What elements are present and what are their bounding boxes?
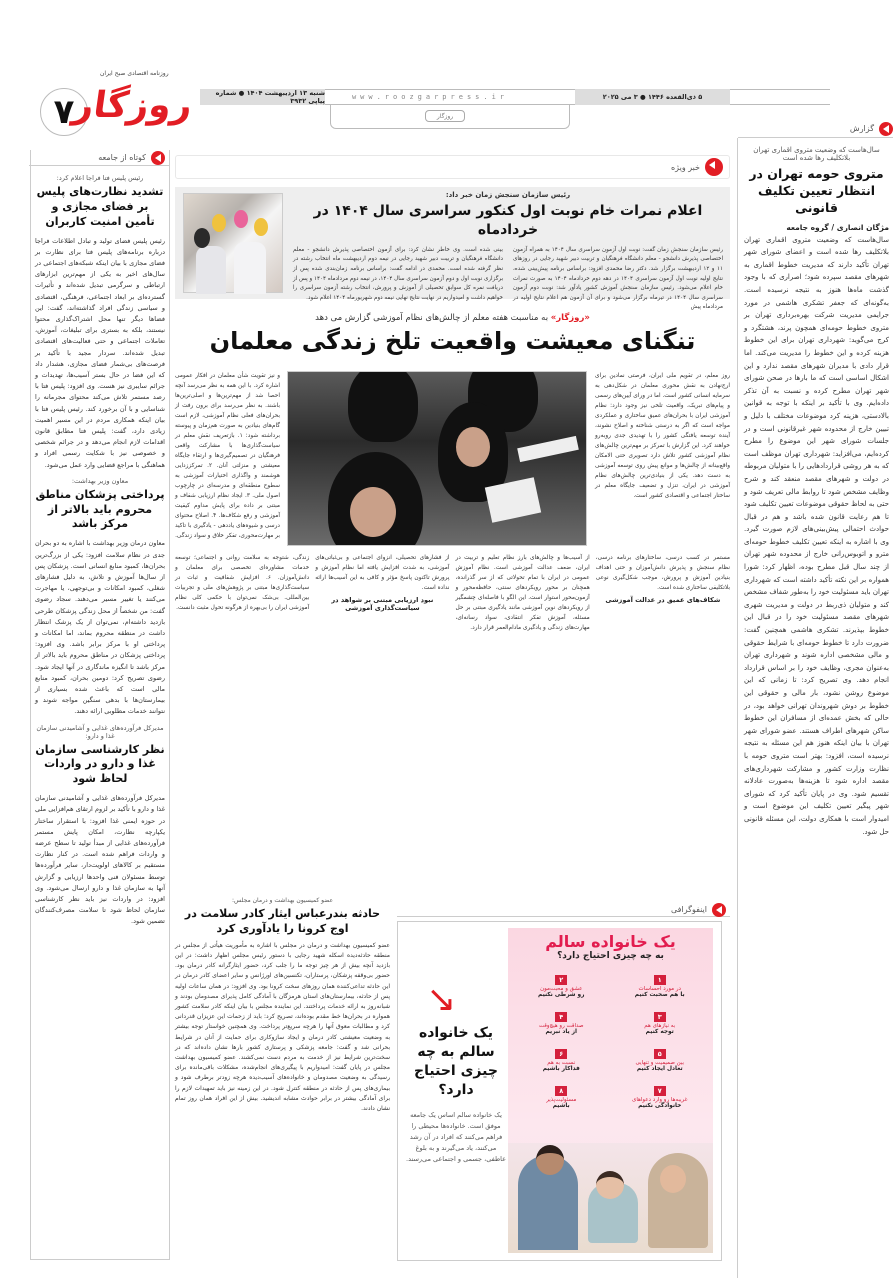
special-body-right: رئیس سازمان سنجش زمان گفت: نوبت اول آزمون سراسری سال ۱۴۰۴ به همراه آزمون اختصاصی پذیرش دانشجو - معلم دانشگاه فرهنگیان و تربیت دبیر شهید رجایی در روزهای ۱۱ و ۱۲ اردیبهشت برگزار شد. دکتر رضا محمدی افزود: براساس برنامه پیش‌بینی شده، نتایج اولیه نوبت اول آزمون سراسری ۱۴۰۴ در دهه دوم خردادماه ۱۴۰۴ به صورت نمرات خام اعلام می‌شود. رئیس سازمان سنجش آموزش کشور یادآور شد: نوبت دوم آزمون سراسری سال ۱۴۰۴ در تیرماه برگزار می‌شود و برای آن آزمون هم اعلام نتایج اولیه در مردادماه پیش	[513, 246, 723, 311]
special-body-left: بینی شده است. وی خاطر نشان کرد: برای آزمون اختصاصی پذیرش دانشجو - معلم دانشگاه فرهنگیان و تربیت دبیر شهید رجایی در نیمه دوم اردیبهشت ماه انتخاب رشته در نظر گرفته شده است. محمدی در ادامه گفت: براساس برنامه زمان‌بندی شده پس از برگزاری نوبت اول و دوم آزمون سراسری سال ۱۴۰۴، در نیمه دوم مردادماه ۱۴۰۴ و پس از دریافت نمره کل سوابق تحصیلی از آموزش و پرورش، انتخاب رشته آزمون سراسری را خواهیم داشت و امیدواریم در نهایت نتایج نهایی نیمه دوم شهریورماه ۱۴۰۴ اعلام شود.	[293, 246, 503, 301]
list-item: ۵ بین صمیمیت و تنهایی تعادل ایجاد کنیم	[635, 1050, 685, 1072]
article-kicker: سال‌هاست که وضعیت متروی اقماری تهران بلاتکلیف رها شده است	[753, 146, 880, 162]
story-headline[interactable]: پرداختی پزشکان مناطق محروم باید بالاتر از مرکز باشد	[35, 487, 165, 531]
right-column	[735, 120, 893, 1270]
main-col-left: و نیز تقویت شأن معلمان در افکار عمومی اشاره کرد. با این همه به نظر می‌رسد آنچه احصا شد از مهم‌ترین‌ها و اصلی‌ترین‌ها باشند. به نظر می‌رسد برای برون رفت از بحران‌های فعلی نظام آموزشی، لازم است گام‌های بنیادین به صورت هم‌زمان و پیوسته برداشته شود: ۱. بازتعریف نقش معلم در سیاست‌گذاری‌ها با مشارکت واقعی فرهنگیان در تصمیم‌گیری‌ها و ارتقاء جایگاه معیشتی و منزلتی آنان. ۲. تمرکززدایی هوشمند و واگذاری اختیارات آموزشی به سطوح منطقه‌ای و مدرسه‌ای در چارچوب اصول ملی. ۳. ایجاد نظام ارزیابی شفاف و مبتنی بر داده برای پایش مداوم کیفیت آموزشی و رفع شکاف‌ها. ۴. اصلاح محتوای درسی و شیوه‌های یاددهی - یادگیری با تاکید بر مهارت‌محوری، تفکر خلاق و سواد زندگی.	[175, 373, 281, 539]
story-headline[interactable]: تشدید نظارت‌های پلیس بر فضای مجازی و تأمین امنیت کاربران	[36, 185, 164, 228]
article-author: مژگان انصاری / گروه جامعه	[786, 222, 889, 232]
list-item: ۳ به نیازهای هم توجه کنیم	[644, 1013, 676, 1035]
section-tag-short-news: کوتاه از جامعه	[29, 150, 169, 166]
main-col-right: روز معلم، در تقویم ملی ایران، فرصتی نمادین برای ارج‌نهادن به نقش محوری معلمان در شکل‌دهی به سرمایه انسانی کشور است. اما در ورای آیین‌های رسمی و پیام‌های تبریک، واقعیت تلخی نیز وجود دارد: نظام آموزشی ایران با بحران‌های عمیق ساختاری و عملکردی مواجه است که اگر به درستی شناخته و اصلاح نشوند، آینده توسعه یافتگی کشور را با تهدیدی جدی روبه‌رو خواهند کرد. این گزارش با تمرکز بر مهم‌ترین چالش‌های نظام آموزشی کشور تلاش دارد تصویری حتی الامکان واقع‌بینانه از چالش‌ها و موانع پیش روی توسعه آموزشی به دست دهد. یکی از بنیادی‌ترین چالش‌های نظام آموزشی در ایران، تنزل و تضعیف جایگاه معلم در ساختار اجتماعی و اقتصادی کشور است.	[595, 373, 730, 499]
article-body: سال‌هاست که وضعیت متروی اقماری تهران بلاتکلیف رها شده است و اعضای شورای شهر تهران تأکید دارند که مدیریت خطوط اقماری به شهرهای مقصد سپرده شود؛ اصراری که با وجود گذشت ماه‌ها هنوز به نتیجه نرسیده است. به‌گونه‌ای که جعفر تشکری هاشمی در مورد جرایمی مدیریت شرکت بهره‌برداری تهران بر متروی خطوط حومه‌ای همچون پرند، هشتگرد و کرج می‌گوید: شهرداری تهران برای این خطوط هزینه کرده و این خطوط را مدیریت می‌کند. اما قرار دادی با مدیران شهرهای مقصد ندارد و این اشکال اساسی است که ما بارها در صحن شورای شهر تهران مطرح کرده‌ و نسبت به آن تذکر داده‌ایم. وی با تأکید بر اینکه با توجه به قوانین بالادستی، هزینه کرد موضوعات مختلف با دلیل و تبیین خارج از محدوده شهر غیرقانونی است و در جلسات شورای شهر این موضوع را مطرح کرده‌ایم، می‌افزاید: شهرداری تهران موظف است که به هر روشی قرارداد‌هایی را با متولیان مربوطه در دولت و شهرهای مقصد منعقد کند و شرح وظایف مشخص شود تا روابط مالی تعریف شود و حتی به لحاظ حقوقی موضوعات تعیین تکلیف شود تا هم رعایت قانون شده باشد و هم در قبال حوادث احتمالی پیش‌بینی‌های لازم صورت گیرد. وی با اشاره به اینکه تعیین تکلیف خطوط حومه‌ای مترو و اتوبوس‌رانی خارج از محدوده شهر تهران از چند سال قبل مطرح بوده، اظهار کرد: شورا همواره بر این نکته تأکید داشته است که شهرداری تهران باید مسئولیت خود را به‌طور شفاف مشخص کند و متولیان ذی‌ربط در دولت و مدیریت شهری شهرهای مقصد مسئولیت خود را در قبال این خطوط بپذیرند. تشکری هاشمی همچنین گفت: ضرورت دارد تا خطوط حومه‌ای با شرایط حقوقی و مالی مشخصی اداره شوند و شهرداری تهران به‌عنوان مجری، وظایف خود را بر اساس قرارداد انجام دهد. وی تصریح کرد: تا زمانی که این موضوع روشن نشود، بار مالی و حقوقی این خطوط بر دوش شهروندان تهرانی خواهد بود، در حالی که بخش عمده‌ای از مسافران این خطوط ساکن شهرهای اطراف هستند. عضو شورای شهر تهران با بیان اینکه هنوز هم این مسئله به نتیجه نرسیده است، افزود: بهتر است متروی حومه با نظارت وزارت کشور و مشارکت شهرداری‌های مقصد اداره شود تا هزینه‌ها به‌صورت عادلانه تقسیم شود. وی در پایان تأکید کرد که شورای شهر پیگیر تعیین تکلیف این موضوع است و امیدوار است با همکاری دولت، این مسئله قانونی حل شود.	[744, 235, 889, 836]
story-headline[interactable]: نظر کارشناسی سازمان غذا و دارو در واردات لحاظ شود	[35, 742, 165, 786]
play-icon	[712, 903, 726, 917]
short-story-police: رئیس پلیس فتا فراجا اعلام کرد: تشدید نظارت‌های پلیس بر فضای مجازی و تأمین امنیت کاربران رئیس پلیس فضای تولید و تبادل اطلاعات فراجا درباره برنامه‌های پلیس فتا برای نظارت بر فضای مجازی با بیان اینکه شبکه‌های اجتماعی در سال‌های اخیر به یکی از مهم‌ترین ابزارهای ارتباطی و سرگرمی تبدیل شده‌اند و تأثیرات گسترده‌ای بر ابعاد اجتماعی، فرهنگی، اقتصادی و سیاسی زندگی افراد گذاشته‌اند، گفت: این فضاها دیگر تنها محل اشتراک‌گذاری محتوا نیستند، بلکه به بستری برای تبلیغات، آموزش، تعاملات اجتماعی و حتی فعالیت‌های اقتصادی تبدیل شده‌اند. سردار مجید با تأکید بر فرصت‌های بی‌شمار فضای مجازی، هشدار داد که این فضا در حال بستر آسیب‌ها، تهدیدات و جرائم سایبری نیز هست. وی افزود: پلیس فتا با رصد مستمر تلاش می‌کند محتوای مجرمانه را شناسایی و با آن برخورد کند. رئیس پلیس فتا با بیان اینکه همکاری مردم در این مسیر اهمیت زیادی دارد، گفت: پلیس فتا مطابق قانون اقدامات لازم انجام می‌دهد و در جرائم شخصی و خصوصی نیز با شکایت رسمی افراد و هماهنگی با مراجع قضایی وارد عمل می‌شود.	[35, 174, 165, 469]
section-tag-special-news: خبر ویژه	[175, 155, 730, 179]
health-story: عضو کمیسیون بهداشت و درمان مجلس: حادثه بندرعباس ایثار کادر سلامت در اوج کرونا را یادآوری کرد عضو کمیسیون بهداشت و درمان در مجلس با اشاره به مأموریت هیأتی از مجلس در منطقه حادثه‌دیده اسکله شهید رجایی با دستور رئیس مجلس اظهار داشت: در این بازدید آنچه بیش از هر چیز توجه ما را جلب کرد، حضور ایثارگرانه کادر درمان بود. حضور بی‌وقفه پزشکان، پرستاران، تکنسین‌های اورژانس و سایر اعضای کادر درمان در این حادثه تداعی‌کننده همان روزهای سخت کرونا بود. وی افزود: در همان ساعات اولیه پس از حادثه، بیمارستان‌های استان هرمزگان با آمادگی کامل پذیرای مصدومان بودند و شبانه‌روز به ارائه خدمات پرداختند. این نماینده مجلس با بیان اینکه کادر سلامت کشور همواره در بحران‌ها خط مقدم بوده‌اند، تصریح کرد: باید از زحمات این عزیزان قدردانی کرد و مطالبات معوق آنها را هرچه سریع‌تر پرداخت. وی همچنین خواستار توجه بیشتر به وضعیت معیشتی کادر درمان و ایجاد سازوکاری برای حمایت از آنان در شرایط بحرانی شد و گفت: جامعه پزشکی و پرستاری کشور بارها نشان داده‌اند که در سخت‌ترین شرایط نیز از خدمت به مردم دست نمی‌کشند. عضو کمیسیون بهداشت مجلس در پایان گفت: امیدواریم با پیگیری‌های انجام‌شده، مشکلات باقی‌مانده برای رسیدگی به وضعیت مصدومان و خانواده‌های آسیب‌دیده هرچه زودتر برطرف شود و بیماری‌های پس از حادثه در منطقه کنترل شود. در این زمینه نیز باید تمهیدات لازم را برای آمادگی بیشتر در برابر حوادث مشابه اندیشید. بیش از این افراد همان روز تمام نشان دادند.	[175, 897, 390, 1112]
play-icon	[705, 158, 723, 176]
article-headline[interactable]: متروی حومه تهران در انتظار تعیین تکلیف قانونی	[749, 166, 884, 215]
health-headline[interactable]: حادثه بندرعباس ایثار کادر سلامت در اوج کرونا را یادآوری کرد	[184, 907, 381, 935]
section-tag-report: گزارش	[738, 120, 893, 138]
list-item: ۲ عشق و محبت‌مون رو شرطی نکنیم	[538, 976, 585, 998]
report-article	[737, 138, 893, 1278]
main-lower-columns: مستمر در کسب درسی، ساختارهای برنامه درسی، نظام سنجش و پذیرش دانش‌آموزان و حتی اهداف بنیادین آموزش و پرورش، موجب شکل‌گیری نوعی بلاتکلیفی ساختاری شده است. شکاف‌های عمیق در عدالت آموزشی از آسیب‌ها و چالش‌های بارز نظام تعلیم و تربیت در ایران، ضعف عدالت آموزشی است. نظام آموزش عمومی در ایران با تمام تحولاتی که از سر گذرانده، همچنان بر محور رویکردهای سنتی، حافظه‌محور و آزمون‌محور استوار است. این الگو با فاصله‌ای چشمگیر از رویکردهای نوین آموزشی مانند یادگیری مبتنی بر حل مسئله، آموزش تفکر انتقادی، سواد رسانه‌ای، مهارت‌های زندگی و یادگیری مادام‌العمر قرار دارد. از فشارهای تحصیلی، انزوای اجتماعی و بی‌ثباتی‌های آموزشی، به شدت افزایش یافته اما نظام آموزش و پرورش تاکنون پاسخ مؤثر و کافی به این آسیب‌ها ارائه نداده است. نبود ارزیابی مبتنی بر شواهد در سیاست‌گذاری آموزشی زندگی، شتوجه به سلامت روانی و اجتماعی؛ توسعه خدمات مشاوره‌ای تخصصی برای معلمان و دانش‌آموزان. ۶. افزایش شفافیت و ثبات در سیاست‌گذاری‌ها مبتنی بر پژوهش‌های ملی و تجربیات بین‌المللی. بی‌شک نمی‌توان با حکمی کلی نظام آموزشی ایران را بی‌بهره از هرگونه تحول مثبت دانست.	[175, 555, 730, 631]
list-item: ۷ غریبه‌ها رو وارد دعواهای خانوادگی نکنیم	[632, 1087, 688, 1109]
infographic-title: یک خانواده سالم	[545, 932, 676, 951]
infographic-intro: ↘ یک خانواده سالم به چه چیزی احتیاج دارد؟ یک خانواده سالم اساس یک جامعه موفق است. خانواده‌ها محیطی را فراهم می‌کنند که افراد در آن رشد می‌کنند، یاد می‌گیرند و به بلوغ عاطفی، جسمی و اجتماعی می‌رسند.	[406, 979, 506, 1163]
newspaper-logo: روزگار	[70, 85, 195, 126]
main-headline[interactable]: تنگنای معیشت واقعیت تلخ زندگی معلمان	[209, 327, 696, 355]
arrow-down-right-icon: ↘	[426, 979, 457, 1020]
website-link[interactable]: www.roozgarpress.ir	[351, 93, 509, 101]
special-kicker: رئیس سازمان سنجش زمان خبر داد:	[445, 191, 571, 199]
special-headline[interactable]: اعلام نمرات خام نوبت اول کنکور سراسری سال ۱۴۰۴ در خردادماه	[313, 203, 703, 238]
section-tag-infographic: اینفوگرافی	[397, 903, 730, 917]
issue-info: شنبه ۱۳ اردیبهشت ۱۴۰۴ ● شماره پیاپی ۳۹۳۲	[200, 89, 325, 105]
list-item: ۸ مسئولیت‌پذیر باشیم	[546, 1087, 577, 1109]
exam-photo	[287, 371, 587, 546]
hijri-date: ۵ ذی‌القعده ۱۴۴۶ ● ۳ می ۲۰۲۵	[575, 89, 730, 105]
infographic-box	[397, 921, 722, 1261]
infographic-list	[508, 967, 713, 1109]
play-icon	[151, 151, 165, 165]
short-story-food-drug: مدیرکل فرآورده‌های غذایی و آشامیدنی سازمان غذا و دارو: نظر کارشناسی سازمان غذا و دارو در واردات لحاظ شود مدیرکل فرآورده‌های غذایی و آشامیدنی سازمان غذا و دارو با تأکید بر لزوم ارتقای هم‌افزایی ملی در حوزه ایمنی غذا افزود: با استقرار ساختار یکپارچه نظارت، امکان پایش مستمر فرآورده‌های غذایی از مبدأ تولید تا سطح عرضه و واردات فراهم شده است. در کنار نظارت مستقیم بر کالاهای اولویت‌دار، سایر فرآورده‌ها توسط مسئولان فنی واحدها ارزیابی و گزارش آنها به سازمان غذا و دارو ارسال می‌شود. وی افزود: در واردات نیز باید نظر کارشناسی سازمان لحاظ شود تا سلامت مصرف‌کنندگان تضمین شود.	[35, 723, 165, 926]
middle-column	[175, 145, 730, 1280]
list-item: ۶ نسبت به هم فداکار باشیم	[542, 1050, 580, 1072]
play-icon	[879, 122, 893, 136]
mini-logo: روزگار	[425, 110, 465, 122]
infographic-subtitle: به چه چیزی احتیاج دارد؟	[557, 951, 664, 961]
short-story-doctors: معاون وزیر بهداشت: پرداختی پزشکان مناطق محروم باید بالاتر از مرکز باشد معاون درمان وزیر بهداشت با اشاره به دو بحران جدی در نظام سلامت افزود: یکی از بزرگ‌ترین بحران‌ها، کمبود منابع انسانی است. پزشکان پس از سال‌ها آموزش و تلاش، به دلیل فشارهای شغلی، کمبود امکانات و بی‌توجهی، یا مهاجرت می‌کنند یا تغییر مسیر می‌دهند. سجاد رضوی گفت: من شخصاً از محل زندگی پزشکان طرحی بازدید داشته‌ام، نمی‌توان از یک پزشک انتظار داشت در منطقه محروم بماند، اما امکانات و پرداختی او با مرکز برابر باشد. وی افزود: پرداختی پزشکان در مناطق محروم باید بالاتر از مرکز باشد تا انگیزه ماندگاری در آنها ایجاد شود. رضوی تصریح کرد: دومین بحران، کمبود منابع مالی است که باعث شده بسیاری از بیمارستان‌ها با بدهی سنگین مواجه شوند و نتوانند خدمات مطلوبی ارائه دهند.	[35, 476, 165, 716]
main-kicker: «روزگار» به مناسبت هفته معلم از چالش‌های نظام آموزشی گزارش می دهد	[315, 313, 590, 323]
left-column	[30, 150, 170, 1260]
infographic-card	[508, 928, 713, 1253]
subhead: نبود ارزیابی مبتنی بر شواهد در سیاست‌گذاری آموزشی	[331, 596, 434, 612]
list-item: ۱ در مورد احساسات با هم صحبت کنیم	[634, 976, 685, 998]
special-news-box	[175, 187, 730, 311]
page-number: ۷	[40, 88, 88, 136]
family-photo	[508, 1143, 713, 1253]
subhead: شکاف‌های عمیق در عدالت آموزشی	[605, 596, 721, 604]
list-item: ۴ صداقت رو هیچ‌وقت از یاد نبریم	[538, 1013, 584, 1035]
school-photo	[183, 193, 283, 293]
tagline: روزنامه اقتصادی صبح ایران	[100, 70, 169, 77]
